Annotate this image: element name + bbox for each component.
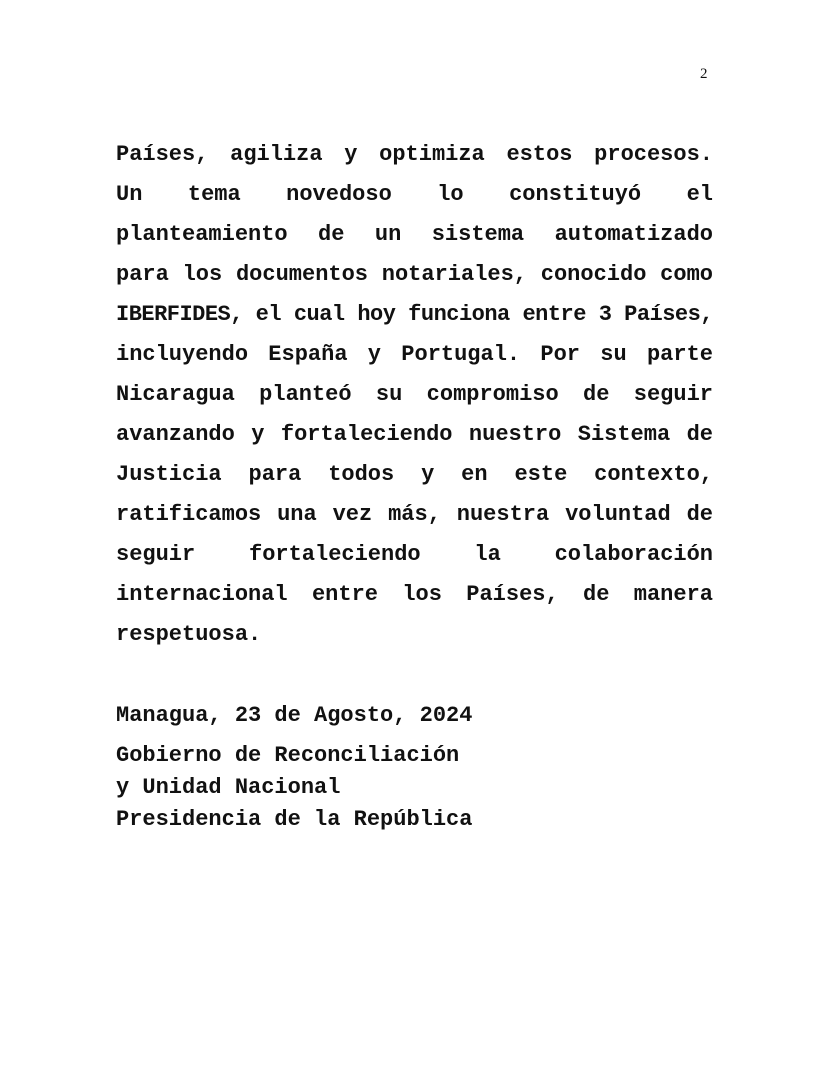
text-line: internacional entre los Países, de manera (116, 582, 713, 607)
text-line: IBERFIDES, el cual hoy funciona entre 3 Países, (116, 302, 713, 327)
text-line: planteamiento de un sistema automatizado (116, 222, 713, 247)
text-line: para los documentos notariales, conocido como (116, 262, 713, 287)
text-line: incluyendo España y Portugal. Por su parte (116, 342, 713, 367)
page-number: 2 (700, 66, 708, 82)
text-line: Un tema novedoso lo constituyó el (116, 182, 713, 207)
text-line: ratificamos una vez más, nuestra voluntad de (116, 502, 713, 527)
text-line: respetuosa. (116, 622, 262, 647)
text-line: Países, agiliza y optimiza estos procesos. (116, 142, 713, 167)
text-line: seguir fortaleciendo la colaboración (116, 542, 713, 567)
signature-line: Gobierno de Reconciliación (116, 743, 460, 768)
text-line: avanzando y fortaleciendo nuestro Sistema de (116, 422, 713, 447)
signature-line: y Unidad Nacional (116, 775, 341, 800)
signature-line: Presidencia de la República (116, 807, 473, 832)
body-paragraph (116, 139, 713, 659)
closing-block (116, 700, 472, 836)
text-line: Nicaragua planteó su compromiso de seguir (116, 382, 713, 407)
text-line: Justicia para todos y en este contexto, (116, 462, 713, 487)
date-line: Managua, 23 de Agosto, 2024 (116, 703, 473, 728)
